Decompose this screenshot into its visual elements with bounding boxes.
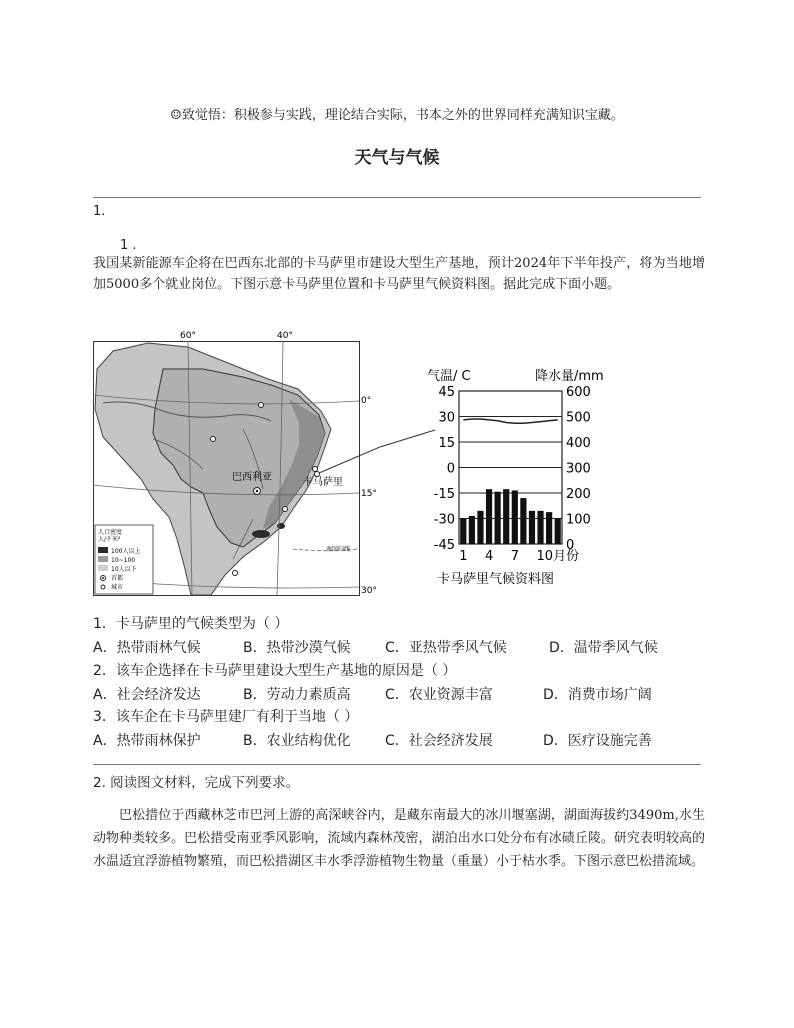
left-tick-label: 15 xyxy=(438,436,455,451)
q2-option-c[interactable]: C．农业资源丰富 xyxy=(385,687,493,703)
right-tick-label: 200 xyxy=(566,487,591,502)
precip-bar xyxy=(503,489,509,544)
legend-item-capital: 首都 xyxy=(111,575,124,582)
precip-bar xyxy=(512,490,518,544)
legend-unit: 人/千米² xyxy=(98,536,121,543)
precip-bar xyxy=(460,519,466,545)
passage-2: 巴松措位于西藏林芝市巴河上游的高深峡谷内，是藏东南最大的冰川堰塞湖，湖面海拔约3490m,水生动物种类较多。巴松措受南亚季风影响，流域内森林茂密，湖泊出水口处分布有冰碛丘陵。研究表明较高的水温适宜浮游植物繁殖，而巴松措湖区丰水季浮游植物生物量（重量）小于枯水季。下图示意巴松措流域。 xyxy=(93,808,705,869)
precip-bar xyxy=(537,511,543,544)
right-tick-label: 400 xyxy=(566,436,591,451)
passage-1: 我国某新能源车企将在巴西东北部的卡马萨里市建设大型生产基地，预计2024年下半年投产，将为当地增加5000多个就业岗位。下图示意卡马萨里位置和卡马萨里气候资料图。据此完成下面小题。 xyxy=(93,256,705,292)
climate-chart-svg xyxy=(425,364,625,594)
dense-area-2 xyxy=(277,523,285,529)
right-tick-label: 600 xyxy=(566,385,591,400)
climate-chart xyxy=(425,364,625,594)
precip-bar xyxy=(486,489,492,544)
right-tick-label: 0 xyxy=(566,538,575,553)
lat-label-30: 30° xyxy=(361,586,377,596)
q3-option-b[interactable]: B．农业结构优化 xyxy=(243,733,351,749)
chart-title: 卡马萨里气候资料图 xyxy=(437,572,555,587)
left-tick-label: 0 xyxy=(446,461,455,477)
legend-title: 人口密度 xyxy=(98,529,123,536)
left-tick-label: 45 xyxy=(438,385,455,400)
q3-option-c[interactable]: C．社会经济发展 xyxy=(385,733,493,749)
tropic-label: 南回归线 xyxy=(326,546,351,553)
section-number: 1. xyxy=(93,204,106,219)
precip-bar xyxy=(555,519,561,545)
q2-option-a[interactable]: A．社会经济发达 xyxy=(93,687,201,703)
precip-bar xyxy=(495,492,501,544)
q2-option-b[interactable]: B．劳动力素质高 xyxy=(243,687,351,703)
x-tick-label: 7 xyxy=(510,549,520,564)
legend-item-city: 城市 xyxy=(111,584,124,591)
left-axis-title: 气温/ C xyxy=(427,369,471,384)
precip-bar xyxy=(477,511,483,544)
x-tick-label: 10月份 xyxy=(536,549,580,564)
q3-option-d[interactable]: D．医疗设施完善 xyxy=(543,733,652,749)
precip-bar xyxy=(520,498,526,544)
city-dot xyxy=(233,571,238,576)
legend-item-high: 100人以上 xyxy=(111,548,141,555)
motto-line: ☺致觉悟：积极参与实践，理论结合实际，书本之外的世界同样充满知识宝藏。 xyxy=(170,108,624,123)
q3-option-a[interactable]: A．热带雨林保护 xyxy=(93,733,201,749)
dense-area-1 xyxy=(252,530,270,538)
divider xyxy=(93,197,701,198)
legend-item-low: 10人以下 xyxy=(111,566,137,573)
camacari-dot xyxy=(315,472,320,477)
left-tick-label: -15 xyxy=(433,487,455,502)
x-tick-label: 1 xyxy=(459,549,468,564)
city-dot xyxy=(283,507,288,512)
city-label-brasilia: 巴西利亚 xyxy=(232,472,272,483)
lat-label-15: 15° xyxy=(361,489,377,499)
city-dot xyxy=(211,437,216,442)
divider xyxy=(93,764,701,765)
x-tick-label: 4 xyxy=(485,549,494,564)
precip-bar xyxy=(469,516,475,544)
city-label-camacari: 卡马萨里 xyxy=(303,477,343,488)
left-tick-label: -30 xyxy=(433,512,455,528)
right-tick-label: 500 xyxy=(566,410,591,426)
left-tick-label: 30 xyxy=(438,410,455,426)
lat-label-0: 0° xyxy=(361,396,372,406)
map-legend xyxy=(95,525,153,594)
city-dot xyxy=(259,403,264,408)
brazil-map xyxy=(93,329,380,599)
q1-option-c[interactable]: C．亚热带季风气候 xyxy=(385,640,507,656)
right-axis-title: 降水量/mm xyxy=(535,369,604,384)
left-tick-label: -45 xyxy=(433,538,455,553)
sub-number: 1 . xyxy=(120,238,137,253)
question-1-stem: 1．卡马萨里的气候类型为（ ） xyxy=(93,616,289,632)
brazil-map-svg xyxy=(93,329,380,599)
precip-bar xyxy=(529,511,535,544)
page-title: 天气与气候 xyxy=(354,148,440,168)
city-dot xyxy=(313,467,318,472)
legend-item-mid: 10~100 xyxy=(111,557,136,564)
question-2-stem: 2．该车企选择在卡马萨里建设大型生产基地的原因是（ ） xyxy=(93,663,457,679)
lon-label-60: 60° xyxy=(180,331,196,341)
temperature-line xyxy=(463,419,557,423)
q2-option-d[interactable]: D．消费市场广阔 xyxy=(543,687,652,703)
lon-label-40: 40° xyxy=(277,331,293,341)
right-tick-label: 100 xyxy=(566,512,591,528)
q1-option-b[interactable]: B．热带沙漠气候 xyxy=(243,640,351,656)
q1-option-a[interactable]: A．热带雨林气候 xyxy=(93,640,201,656)
question-3-stem: 3．该车企在卡马萨里建厂有利于当地（ ） xyxy=(93,709,359,725)
precip-bar xyxy=(546,512,552,544)
right-tick-label: 300 xyxy=(566,461,591,477)
section-2-stem: 2. 阅读图文材料，完成下列要求。 xyxy=(93,775,300,791)
q1-option-d[interactable]: D．温带季风气候 xyxy=(549,640,658,656)
